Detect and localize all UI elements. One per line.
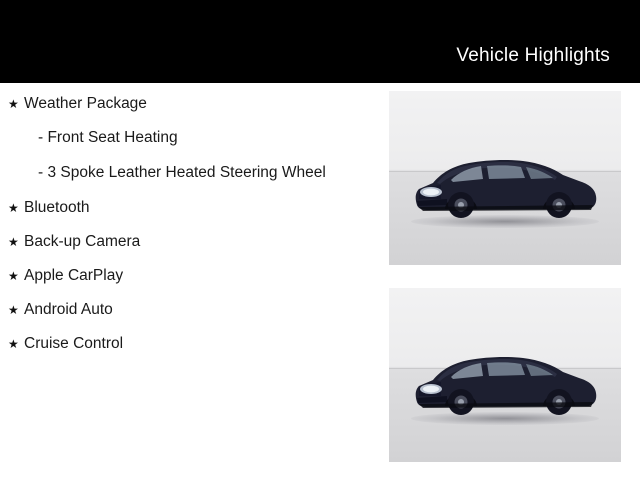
star-icon: ★ (8, 337, 19, 351)
star-icon: ★ (8, 201, 19, 215)
list-item (0, 333, 375, 355)
feature-label: Android Auto (24, 301, 113, 318)
list-item (0, 162, 375, 184)
list-item (0, 265, 375, 287)
star-icon: ★ (8, 269, 19, 283)
feature-label: - 3 Spoke Leather Heated Steering Wheel (38, 164, 326, 181)
list-item (0, 93, 375, 115)
vehicle-photo-front-three-quarter[interactable] (389, 91, 621, 265)
star-icon: ★ (8, 303, 19, 317)
page-title: Vehicle Highlights (456, 45, 610, 66)
list-item (0, 231, 375, 253)
feature-label: Weather Package (24, 95, 147, 112)
page-content (0, 83, 640, 480)
suv-illustration (407, 139, 603, 225)
feature-label: Back-up Camera (24, 233, 141, 250)
feature-label: Bluetooth (24, 199, 90, 216)
vehicle-photo-front-three-quarter-alt[interactable] (389, 288, 621, 462)
list-item (0, 127, 375, 149)
list-item (0, 299, 375, 321)
page-header (0, 0, 640, 83)
list-item (0, 197, 375, 219)
feature-label: Apple CarPlay (24, 267, 124, 284)
vehicle-photo-gallery (389, 91, 621, 485)
star-icon: ★ (8, 235, 19, 249)
feature-label: - Front Seat Heating (38, 129, 178, 146)
suv-illustration (407, 336, 603, 422)
star-icon: ★ (8, 97, 19, 111)
feature-label: Cruise Control (24, 335, 124, 352)
feature-list (0, 93, 375, 367)
